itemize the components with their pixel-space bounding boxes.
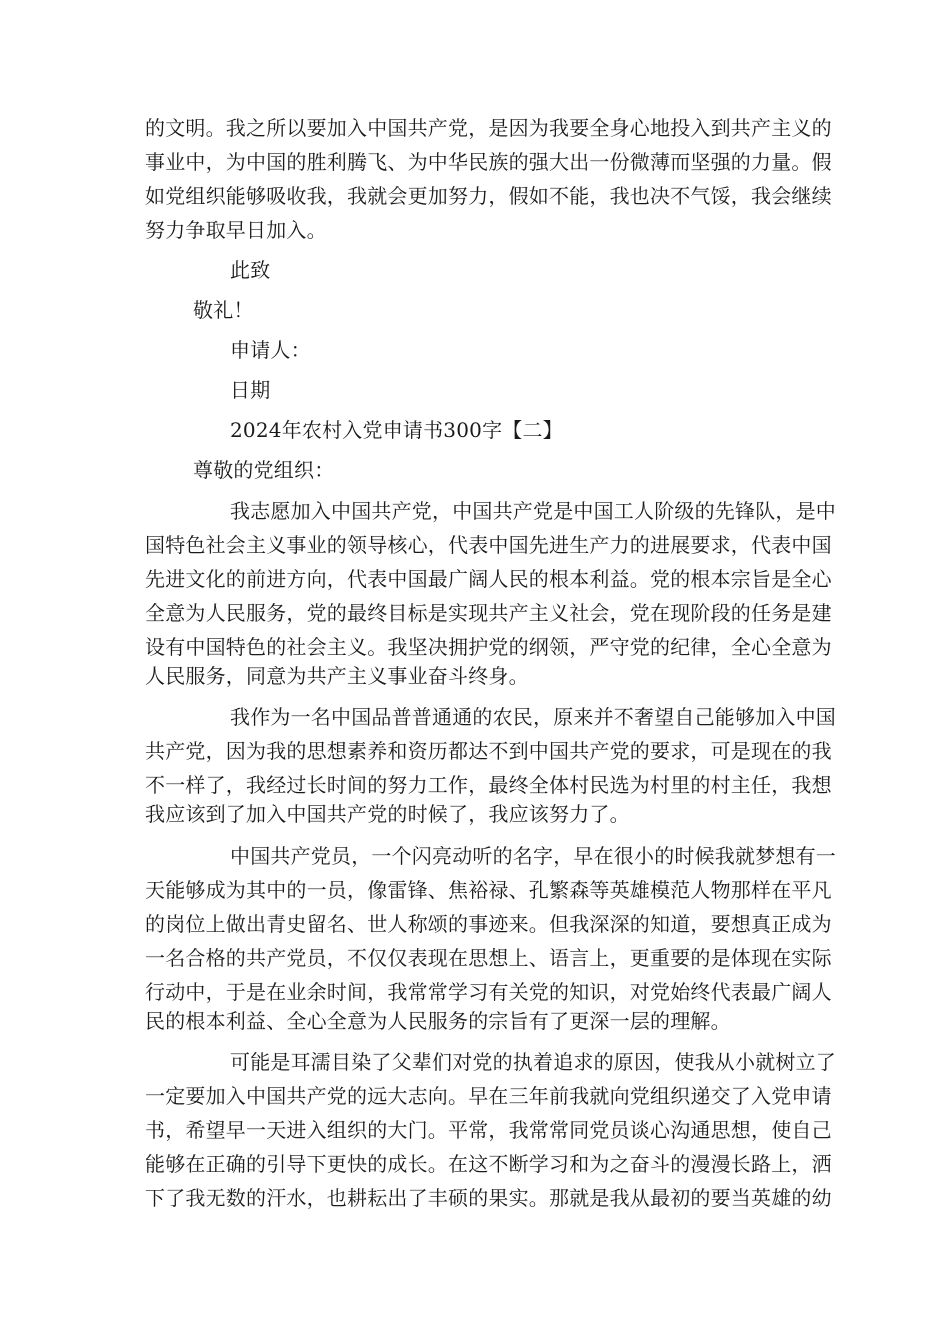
paragraph-line: 我应该到了加入中国共产党的时候了，我应该努力了。 <box>145 802 630 826</box>
section-title: 2024年农村入党申请书300字【二】 <box>230 418 563 442</box>
paragraph-line: 事业中，为中国的胜利腾飞、为中华民族的强大出一份微薄而坚强的力量。假 <box>145 150 832 174</box>
paragraph-line: 的岗位上做出青史留名、世人称颂的事迹来。但我深深的知道，要想真正成为 <box>145 912 832 936</box>
paragraph-line: 不一样了，我经过长时间的努力工作，最终全体村民选为村里的村主任，我想 <box>145 773 832 797</box>
paragraph-line: 中国共产党员，一个闪亮动听的名字，早在很小的时候我就梦想有一 <box>230 844 836 868</box>
paragraph-line: 书，希望早一天进入组织的大门。平常，我常常同党员谈心沟通思想，使自己 <box>145 1118 832 1142</box>
salutation: 尊敬的党组织： <box>193 458 335 482</box>
closing-salute: 敬礼！ <box>193 298 254 322</box>
paragraph-line: 国特色社会主义事业的领导核心，代表中国先进生产力的进展要求，代表中国 <box>145 533 832 557</box>
paragraph-line: 民的根本利益、全心全意为人民服务的宗旨有了更深一层的理解。 <box>145 1009 731 1033</box>
paragraph-line: 可能是耳濡目染了父辈们对党的执着追求的原因，使我从小就树立了 <box>230 1050 836 1074</box>
paragraph-line: 天能够成为其中的一员，像雷锋、焦裕禄、孔繁森等英雄模范人物那样在平凡 <box>145 878 832 902</box>
paragraph-line: 的文明。我之所以要加入中国共产党，是因为我要全身心地投入到共产主义的 <box>145 116 832 140</box>
paragraph-line: 行动中，于是在业余时间，我常常学习有关党的知识，对党始终代表最广阔人 <box>145 980 832 1004</box>
paragraph-line: 我志愿加入中国共产党，中国共产党是中国工人阶级的先锋队，是中 <box>230 499 836 523</box>
paragraph-line: 如党组织能够吸收我，我就会更加努力，假如不能，我也决不气馁，我会继续 <box>145 184 832 208</box>
paragraph-line: 全意为人民服务，党的最终目标是实现共产主义社会，党在现阶段的任务是建 <box>145 601 832 625</box>
paragraph-line: 一定要加入中国共产党的远大志向。早在三年前我就向党组织递交了入党申请 <box>145 1084 832 1108</box>
paragraph-line: 设有中国特色的社会主义。我坚决拥护党的纲领，严守党的纪律，全心全意为 <box>145 635 832 659</box>
closing-greeting: 此致 <box>230 258 271 282</box>
paragraph-line: 共产党，因为我的思想素养和资历都达不到中国共产党的要求，可是现在的我 <box>145 739 832 763</box>
paragraph-line: 人民服务，同意为共产主义事业奋斗终身。 <box>145 664 529 688</box>
paragraph-line: 下了我无数的汗水，也耕耘出了丰硕的果实。那就是我从最初的要当英雄的幼 <box>145 1186 832 1210</box>
applicant-label: 申请人： <box>230 338 311 362</box>
paragraph-line: 努力争取早日加入。 <box>145 218 327 242</box>
paragraph-line: 我作为一名中国品普普通通的农民，原来并不奢望自己能够加入中国 <box>230 705 836 729</box>
paragraph-line: 先进文化的前进方向，代表中国最广阔人民的根本利益。党的根本宗旨是全心 <box>145 567 832 591</box>
paragraph-line: 能够在正确的引导下更快的成长。在这不断学习和为之奋斗的漫漫长路上，洒 <box>145 1152 832 1176</box>
paragraph-line: 一名合格的共产党员，不仅仅表现在思想上、语言上，更重要的是体现在实际 <box>145 946 832 970</box>
date-label: 日期 <box>230 378 271 402</box>
